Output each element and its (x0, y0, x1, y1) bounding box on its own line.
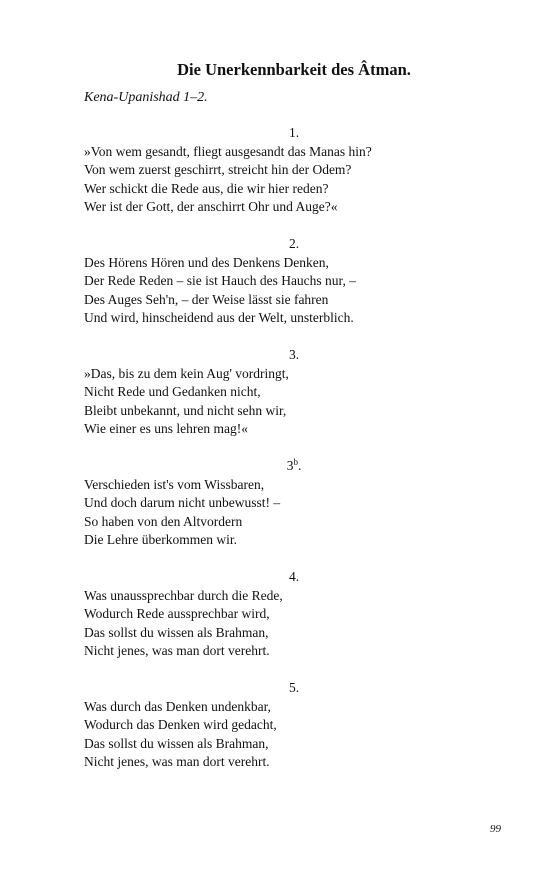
verse-line: Was unaussprechbar durch die Rede, (84, 587, 283, 603)
verse-line: Was durch das Denken undenkbar, (84, 698, 271, 714)
stanza-5 (84, 679, 504, 772)
verse-line: Das sollst du wissen als Brahman, (84, 735, 269, 751)
stanza-number: 4. (288, 569, 300, 584)
verse-line: Wodurch das Denken wird gedacht, (84, 717, 277, 732)
verse-line: »Das, bis zu dem kein Aug' vordringt, (84, 365, 289, 381)
stanza-number: 5. (288, 680, 300, 695)
stanza-2 (84, 235, 504, 328)
stanza-number-superscript: b (293, 457, 298, 467)
verse-line: Und doch darum nicht unbewusst! – (84, 495, 281, 510)
verse-line: Wodurch Rede aussprechbar wird, (84, 606, 270, 621)
verse-line: Nicht Rede und Gedanken nicht, (84, 384, 261, 399)
verse-line: So haben von den Altvordern (84, 513, 243, 529)
stanza-number-main: 3 (286, 458, 294, 473)
stanza-number: 1. (288, 125, 300, 140)
verse-line: Wie einer es uns lehren mag!« (84, 421, 249, 436)
verse-line: Das sollst du wissen als Brahman, (84, 624, 269, 640)
verse-line: Nicht jenes, was man dort verehrt. (84, 754, 270, 769)
stanza-3b (84, 457, 504, 550)
page-number: 99 (490, 823, 501, 835)
stanza-3 (84, 346, 504, 439)
verse-line: Und wird, hinscheidend aus der Welt, unsterblich. (84, 310, 354, 325)
stanza-number (84, 457, 504, 476)
verse-line: Des Auges Seh'n, – der Weise lässt sie fahren (84, 291, 329, 307)
verse-line: Verschieden ist's vom Wissbaren, (84, 476, 265, 492)
verse-line: Des Hörens Hören und des Denkens Denken, (84, 254, 329, 270)
verse-line: Wer ist der Gott, der anschirrt Ohr und Auge?« (84, 199, 338, 214)
verse-line: Wer schickt die Rede aus, die wir hier reden? (84, 180, 329, 196)
page-title: Die Unerkennbarkeit des Âtman. (177, 60, 411, 79)
stanza-4 (84, 568, 504, 661)
stanza-number: 2. (288, 236, 300, 251)
verse-line: »Von wem gesandt, fliegt ausgesandt das Manas hin? (84, 143, 372, 159)
verse-line: Von wem zuerst geschirrt, streicht hin der Odem? (84, 162, 352, 177)
stanza-1 (84, 124, 504, 217)
stanza-number-period: . (297, 458, 302, 473)
verse-line: Der Rede Reden – sie ist Hauch des Hauchs nur, – (84, 273, 357, 288)
stanza-number: 3. (288, 347, 300, 362)
verse-line: Die Lehre überkommen wir. (84, 532, 237, 547)
source-reference: Kena-Upanishad 1–2. (84, 90, 208, 105)
verse-line: Bleibt unbekannt, und nicht sehn wir, (84, 402, 287, 418)
verse-line: Nicht jenes, was man dort verehrt. (84, 643, 270, 658)
